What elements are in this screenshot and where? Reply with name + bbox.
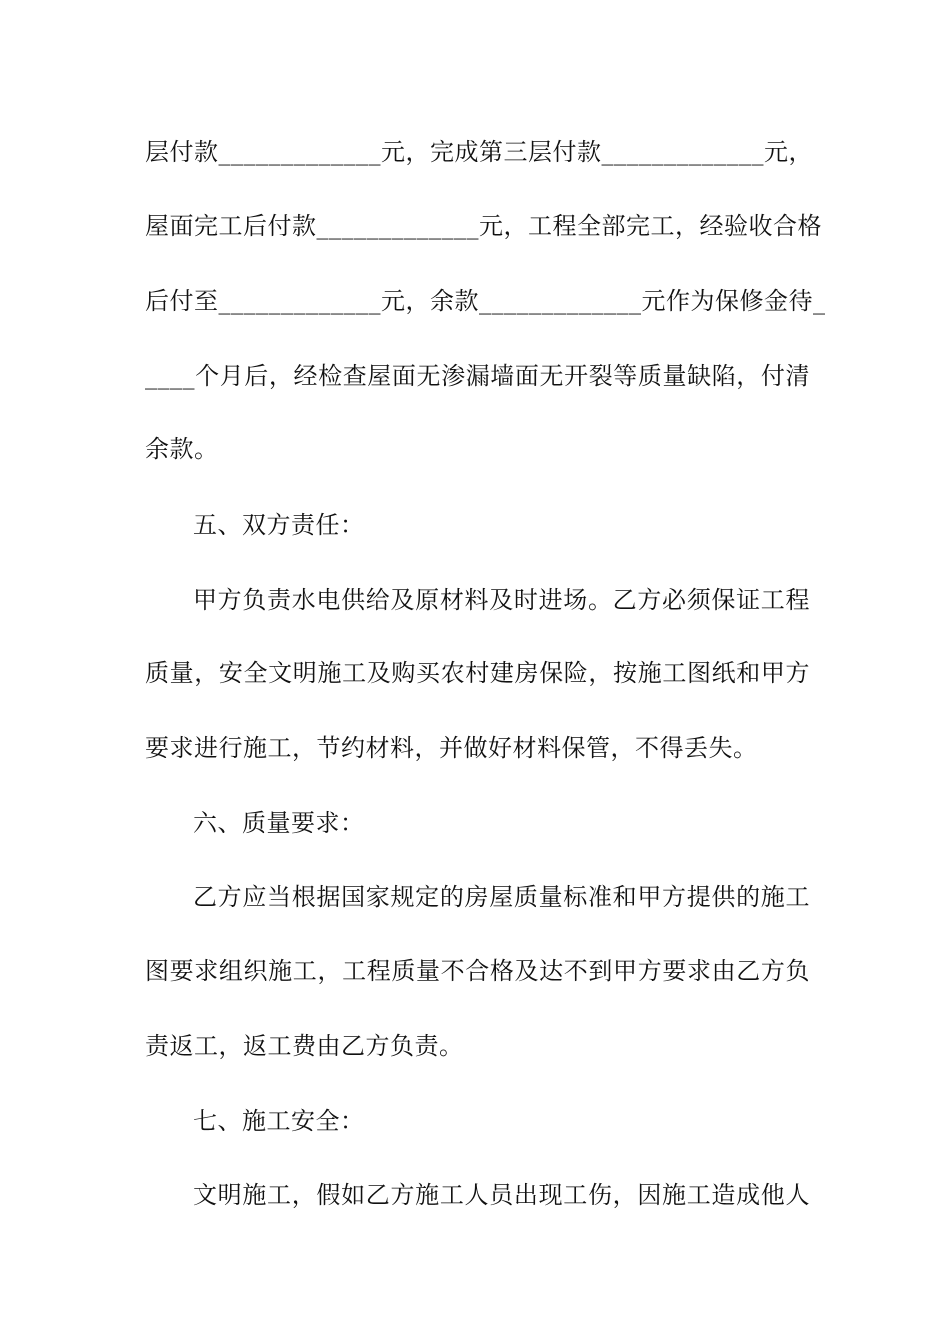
text-line: 质量，安全文明施工及购买农村建房保险，按施工图纸和甲方 (145, 659, 810, 687)
text-line: 要求进行施工，节约材料，并做好材料保管，不得丢失。 (145, 734, 758, 762)
section-heading: 六、质量要求： (193, 809, 365, 837)
text-line: 文明施工，假如乙方施工人员出现工伤，因施工造成他人 (193, 1181, 810, 1209)
text-line: ____个月后，经检查屋面无渗漏墙面无开裂等质量缺陷，付清 (145, 362, 810, 390)
text-line: 甲方负责水电供给及原材料及时进场。乙方必须保证工程 (193, 586, 810, 614)
text-line: 屋面完工后付款_____________元，工程全部完工，经验收合格 (145, 212, 822, 240)
text-line: 图要求组织施工，工程质量不合格及达不到甲方要求由乙方负 (145, 957, 810, 985)
text-line: 层付款_____________元，完成第三层付款_____________元， (145, 138, 813, 166)
text-line: 责返工，返工费由乙方负责。 (145, 1032, 464, 1060)
section-heading: 七、施工安全： (193, 1107, 365, 1135)
text-line: 余款。 (145, 435, 219, 463)
text-line: 乙方应当根据国家规定的房屋质量标准和甲方提供的施工 (193, 883, 810, 911)
section-heading: 五、双方责任： (193, 511, 365, 539)
text-line: 后付至_____________元，余款_____________元作为保修金待_ (145, 287, 826, 315)
